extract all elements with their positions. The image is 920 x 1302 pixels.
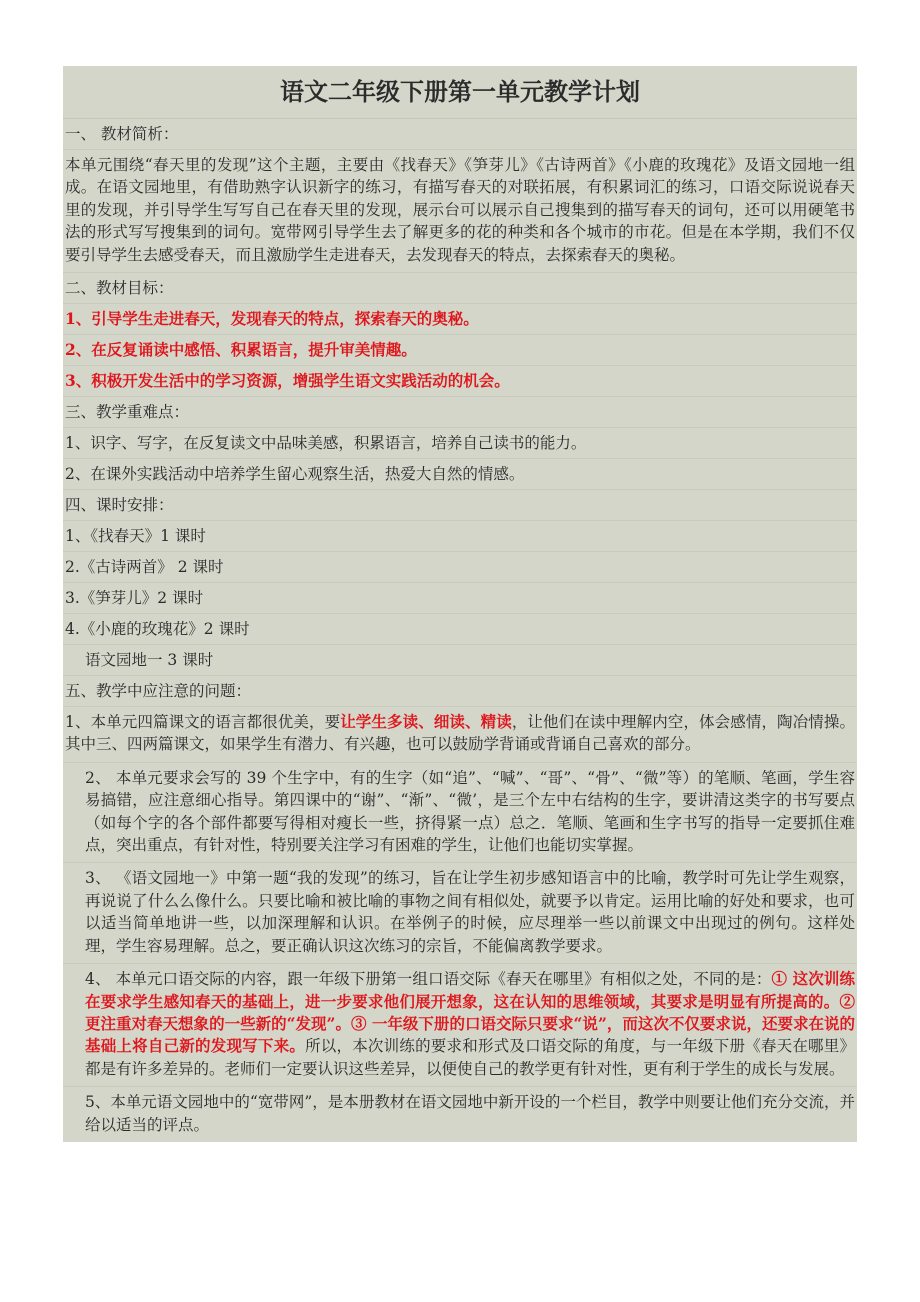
goal-item: 2、在反复诵读中感悟、积累语言，提升审美情趣。: [63, 335, 857, 366]
key-point-item: 2、在课外实践活动中培养学生留心观察生活，热爱大自然的情感。: [63, 459, 857, 490]
section-heading-analysis: 一、 教材简析：: [63, 119, 857, 150]
key-point-item: 1、识字、写字，在反复读文中品味美感，积累语言，培养自己读书的能力。: [63, 428, 857, 459]
section-heading-schedule: 四、课时安排：: [63, 490, 857, 521]
schedule-item: 3.《笋芽儿》2 课时: [63, 583, 857, 614]
note-paragraph-1: [63, 707, 857, 763]
document-title: 语文二年级下册第一单元教学计划: [63, 66, 857, 119]
schedule-item: 4.《小鹿的玫瑰花》2 课时: [63, 614, 857, 645]
note-4-text-a: 4、 本单元口语交际的内容，跟一年级下册第一组口语交际《春天在哪里》有相似之处，不同的是：: [85, 970, 772, 989]
schedule-item: 语文园地一 3 课时: [63, 645, 857, 676]
note-paragraph-4: [63, 964, 857, 1087]
schedule-item: 2.《古诗两首》 2 课时: [63, 552, 857, 583]
note-paragraph-5: 5、本单元语文园地中的“宽带网”，是本册教材在语文园地中新开设的一个栏目，教学中则要让他们充分交流，并给以适当的评点。: [85, 1093, 855, 1134]
note-4-text-b: 所以，本次训练的要求和形式及口语交际的角度，与一年级下册《春天在哪里》都是有许多差异的。老师们一定要认识这些差异，以便使自己的教学更有针对性，更有利于学生的成长与发展。: [85, 1037, 855, 1078]
note-1-highlight: 让学生多读、细读、精读: [340, 712, 512, 732]
note-1-text-a: 1、本单元四篇课文的语言都很优美，要: [65, 713, 341, 732]
section-heading-goals: 二、教材目标：: [63, 273, 857, 304]
analysis-paragraph: 本单元围绕“春天里的发现”这个主题，主要由《找春天》《笋芽儿》《古诗两首》《小鹿的玫瑰花》及语文园地一组成。在语文园地里，有借助熟字认识新字的练习，有描写春天的对联拓展，有积累词汇的练习，口语交际说说春天里的发现，并引导学生写写自己在春天里的发现，展示台可以展示自己搜集到的描写春天的词句，还可以用硬笔书法的形式写写搜集到的词句。宽带网引导学生去了解更多的花的种类和各个城市的市花。但是在本学期，我们不仅要引导学生去感受春天，而且激励学生走进春天，去发现春天的特点，去探索春天的奥秘。: [63, 150, 857, 273]
document-page: [63, 66, 857, 1142]
note-paragraph-2: 2、 本单元要求会写的 39 个生字中，有的生字（如“追”、“喊”、“哥”、“骨”、“微”等）的笔顺、笔画，学生容易搞错，应注意细心指导。第四课中的“谢”、“渐”、“微’，是三个左中右结构的生字，要讲清这类字的书写要点（如每个字的各个部件都要写得相对瘦长一些，挤得紧一点）总之．笔顺、笔画和生字书写的指导一定要抓住难点，突出重点，有针对性，特别要关注学习有困难的学生，让他们也能切实掌握。: [63, 763, 857, 864]
goal-item: 3、积极开发生活中的学习资源，增强学生语文实践活动的机会。: [63, 366, 857, 397]
schedule-item: 1、《找春天》1 课时: [63, 521, 857, 552]
section-heading-key-points: 三、教学重难点：: [63, 397, 857, 428]
note-4-highlight: ① 这次训练在要求学生感知春天的基础上，进一步要求他们展开想象，这在认知的思维领域，其要求是明显有所提高的。② 更注重对春天想象的一些新的“发现”。③ 一年级下册的口语交际只要求“说”，而这次不仅要求说，还要求在说的基础上将自己新的发现写下来。: [85, 969, 855, 1056]
note-paragraph-3: 3、 《语文园地一》中第一题“我的发现”的练习，旨在让学生初步感知语言中的比喻，教学时可先让学生观察，再说说了什么么像什么。只要比喻和被比喻的事物之间有相似处，就要予以肯定。运用比喻的好处和要求，也可以适当简单地讲一些，以加深理解和认识。在举例子的时候，应尽理举一些以前课文中出现过的例句。这样处理，学生容易理解。总之，要正确认识这次练习的宗旨，不能偏离教学要求。: [63, 863, 857, 964]
goal-item: 1、引导学生走进春天，发现春天的特点，探索春天的奥秘。: [63, 304, 857, 335]
note-1-text-b: ，让他们在读中理解内空，体会感情，陶冶情操。其中三、四两篇课文，如果学生有潜力、有兴趣，也可以鼓励学背诵或背诵自己喜欢的部分。: [65, 713, 855, 754]
section-heading-notes: 五、教学中应注意的问题：: [63, 676, 857, 707]
